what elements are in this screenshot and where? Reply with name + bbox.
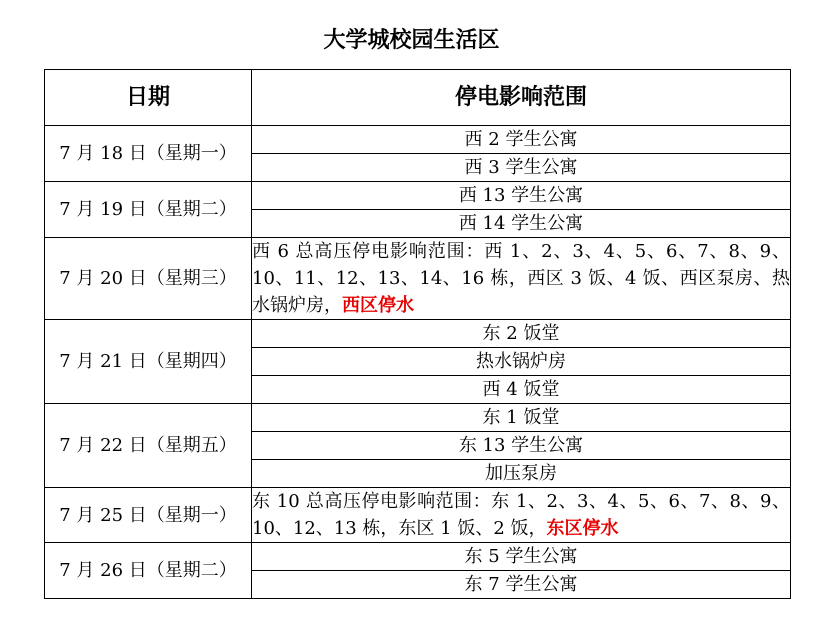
table-row — [45, 404, 791, 432]
column-header-area: 停电影响范围 — [252, 70, 791, 126]
date-cell: 7 月 21 日（星期四） — [45, 320, 252, 404]
date-cell: 7 月 19 日（星期二） — [45, 182, 252, 238]
area-detail-cell — [252, 238, 791, 320]
table-row — [45, 320, 791, 348]
area-cell: 加压泵房 — [252, 460, 791, 488]
area-cell: 热水锅炉房 — [252, 348, 791, 376]
area-cell: 西 2 学生公寓 — [252, 126, 791, 154]
area-detail-text: 东 10 总高压停电影响范围：东 1、2、3、4、5、6、7、8、9、10、12、13 栋，东区 1 饭、2 饭， — [252, 491, 790, 539]
table-header-row — [45, 70, 791, 126]
area-cell: 西 13 学生公寓 — [252, 182, 791, 210]
outage-schedule-table — [44, 69, 791, 599]
area-cell: 东 1 饭堂 — [252, 404, 791, 432]
water-outage-notice: 东区停水 — [546, 518, 619, 539]
date-cell: 7 月 18 日（星期一） — [45, 126, 252, 182]
column-header-date: 日期 — [45, 70, 252, 126]
area-detail-cell — [252, 488, 791, 543]
area-cell: 东 7 学生公寓 — [252, 571, 791, 599]
date-cell: 7 月 25 日（星期一） — [45, 488, 252, 543]
area-cell: 西 14 学生公寓 — [252, 210, 791, 238]
table-row — [45, 238, 791, 320]
page-title: 大学城校园生活区 — [323, 27, 500, 53]
area-cell: 西 4 饭堂 — [252, 376, 791, 404]
table-row — [45, 126, 791, 154]
table-row — [45, 488, 791, 543]
area-detail-text: 西 6 总高压停电影响范围：西 1、2、3、4、5、6、7、8、9、10、11、12、13、14、16 栋，西区 3 饭、4 饭、西区泵房、热水锅炉房， — [252, 241, 790, 316]
date-cell: 7 月 20 日（星期三） — [45, 238, 252, 320]
area-cell: 东 2 饭堂 — [252, 320, 791, 348]
area-cell: 西 3 学生公寓 — [252, 154, 791, 182]
area-cell: 东 13 学生公寓 — [252, 432, 791, 460]
date-cell: 7 月 22 日（星期五） — [45, 404, 252, 488]
area-cell: 东 5 学生公寓 — [252, 543, 791, 571]
table-row — [45, 543, 791, 571]
water-outage-notice: 西区停水 — [342, 295, 414, 316]
date-cell: 7 月 26 日（星期二） — [45, 543, 252, 599]
table-row — [45, 182, 791, 210]
